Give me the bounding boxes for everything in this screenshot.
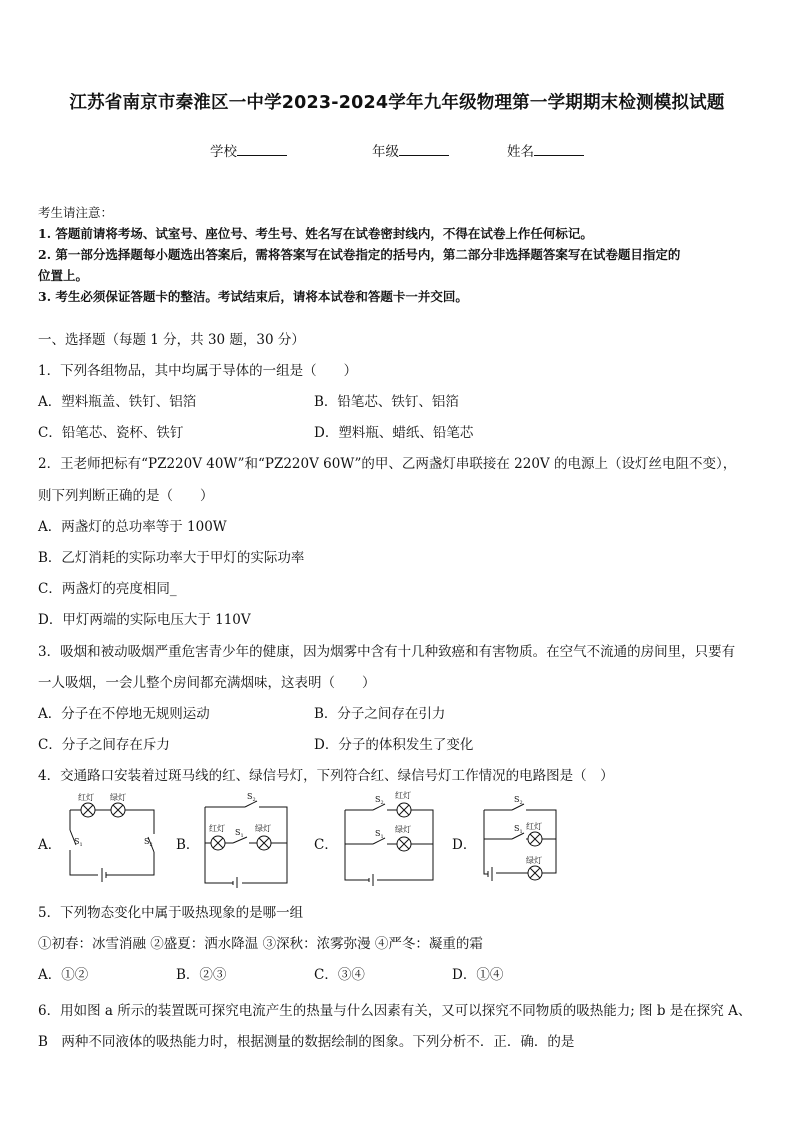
switch-label: $S_2$ (144, 837, 153, 848)
name-label: 姓名 (507, 144, 534, 160)
q1-option-d: D．塑料瓶、蜡纸、铅笔芯 (314, 425, 474, 441)
page-title: 江苏省南京市秦淮区一中学2023-2024学年九年级物理第一学期期末检测模拟试题 (69, 93, 725, 113)
grade-field[interactable] (372, 140, 449, 160)
q5-option-b: B．②③ (176, 967, 227, 983)
grade-label: 年级 (372, 144, 399, 160)
red-lamp-label: 红灯 (209, 824, 225, 833)
q1-option-a: A．塑料瓶盖、铁钉、铝箔 (38, 394, 197, 410)
green-lamp-label: 绿灯 (395, 825, 411, 834)
red-lamp-label: 红灯 (78, 793, 94, 802)
switch-label: $S_2$ (375, 795, 384, 806)
name-field[interactable] (507, 140, 584, 160)
q4-option-b-label: B． (176, 837, 200, 853)
q2-option-b: B．乙灯消耗的实际功率大于甲灯的实际功率 (38, 550, 305, 566)
q5-option-d: D．①④ (452, 967, 504, 983)
switch-label: $S_1$ (375, 829, 384, 840)
green-lamp-label: 绿灯 (255, 824, 271, 833)
red-lamp-label: 红灯 (395, 791, 411, 800)
q3-stem: 3．吸烟和被动吸烟严重危害青少年的健康，因为烟雾中含有十几种致癌和有害物质。在空气不流通的房间里，只要有 (38, 644, 736, 660)
circuit-diagram-c (337, 788, 447, 888)
q2-option-a: A．两盏灯的总功率等于 100W (38, 519, 227, 535)
q5-stem: 5．下列物态变化中属于吸热现象的是哪一组 (38, 905, 304, 921)
notice-item: 1. 答题前请将考场、试室号、座位号、考生号、姓名写在试卷密封线内，不得在试卷上作任何标记。 (38, 226, 593, 241)
circuit-diagram-b (197, 793, 297, 888)
q3-option-d: D．分子的体积发生了变化 (314, 737, 474, 753)
q6-stem: B 两种不同液体的吸热能力时，根据测量的数据绘制的图象。下列分析不．正．确．的是 (38, 1034, 575, 1050)
q4-option-c-label: C． (314, 837, 338, 853)
q2-stem: 则下列判断正确的是（ ） (38, 488, 214, 504)
q1-option-c: C．铅笔芯、瓷杯、铁钉 (38, 425, 184, 441)
green-lamp-label: 绿灯 (526, 856, 542, 865)
circuit-diagram-a (58, 790, 168, 890)
q5-statements: ①初春：冰雪消融 ②盛夏：洒水降温 ③深秋：浓雾弥漫 ④严冬：凝重的霜 (38, 936, 483, 952)
switch-label: $S_1$ (514, 824, 523, 835)
q3-option-c: C．分子之间存在斥力 (38, 737, 170, 753)
q3-option-a: A．分子在不停地无规则运动 (38, 706, 210, 722)
switch-label: $S_1$ (74, 837, 83, 848)
notice-item: 位置上。 (38, 268, 89, 283)
circuit-diagram-d (472, 793, 582, 888)
q4-stem: 4．交通路口安装着过斑马线的红、绿信号灯，下列符合红、绿信号灯工作情况的电路图是（ ） (38, 768, 614, 784)
section-heading: 一、选择题（每题 1 分，共 30 题，30 分） (38, 332, 305, 348)
q5-option-a: A．①② (38, 967, 89, 983)
q6-stem: 6．用如图 a 所示的装置既可探究电流产生的热量与什么因素有关，又可以探究不同物质的吸热能力; 图 b 是在探究 A、 (38, 1003, 752, 1019)
q3-stem: 一人吸烟，一会儿整个房间都充满烟味，这表明（ ） (38, 675, 376, 691)
q1-stem: 1．下列各组物品，其中均属于导体的一组是（ ） (38, 363, 358, 379)
q2-stem: 2．王老师把标有“PZ220V 40W”和“PZ220V 60W”的甲、乙两盏灯串联接在 220V 的电源上（设灯丝电阻不变）， (38, 456, 737, 472)
q4-option-a-label: A． (38, 837, 62, 853)
q2-option-d: D．甲灯两端的实际电压大于 110V (38, 612, 251, 628)
green-lamp-label: 绿灯 (110, 793, 126, 802)
notice-heading: 考生请注意： (38, 205, 114, 220)
q1-option-b: B．铅笔芯、铁钉、铝箔 (314, 394, 459, 410)
notice-item: 3. 考生必须保证答题卡的整洁。考试结束后，请将本试卷和答题卡一并交回。 (38, 289, 468, 304)
q4-option-d-label: D． (452, 837, 477, 853)
red-lamp-label: 红灯 (526, 822, 542, 831)
switch-label: $S_2$ (514, 795, 523, 806)
q3-option-b: B．分子之间存在引力 (314, 706, 446, 722)
switch-label: $S_2$ (247, 793, 256, 803)
school-label: 学校 (210, 144, 237, 160)
school-field[interactable] (210, 140, 287, 160)
notice-item: 2. 第一部分选择题每小题选出答案后，需将答案写在试卷指定的括号内，第二部分非选择题答案写在试卷题目指定的 (38, 247, 681, 262)
switch-label: $S_1$ (235, 828, 244, 839)
q2-option-c: C．两盏灯的亮度相同_ (38, 581, 177, 597)
q5-option-c: C．③④ (314, 967, 365, 983)
